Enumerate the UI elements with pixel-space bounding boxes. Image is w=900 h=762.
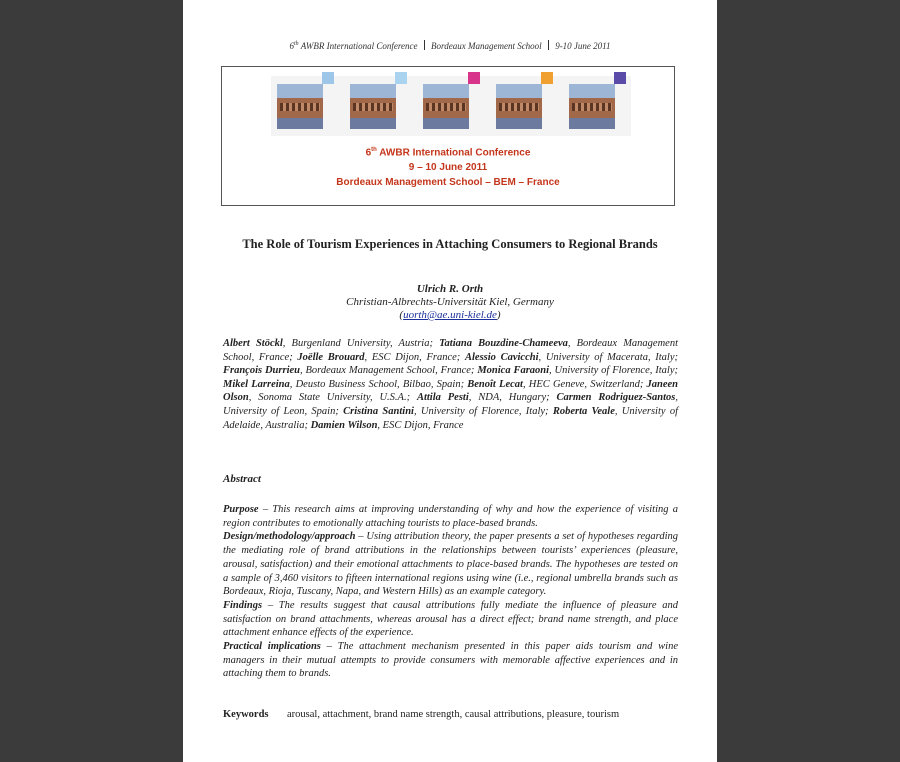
coauthor-name: Tatiana Bouzdine-Chameeva bbox=[439, 338, 568, 349]
photo-strip bbox=[271, 76, 631, 136]
color-square bbox=[468, 72, 480, 84]
abstract-section-label: Findings bbox=[223, 599, 263, 611]
color-square bbox=[395, 72, 407, 84]
header-divider bbox=[548, 40, 549, 50]
abstract-section-label: Purpose bbox=[223, 504, 259, 515]
abstract-section-text: – The attachment mechanism presented in this paper aids tourism and wine managers in their mutual attempts to provide consumers with memorable affective experiences and in attaching them to brands. bbox=[223, 641, 678, 680]
coauthor-name: Joëlle Brouard bbox=[297, 351, 365, 363]
banner-conf-number: 6 bbox=[365, 147, 372, 159]
conference-banner bbox=[221, 66, 675, 206]
abstract-heading: Abstract bbox=[223, 473, 261, 485]
abstract-section bbox=[223, 503, 678, 530]
color-square bbox=[614, 72, 626, 84]
author-email-link[interactable]: uorth@ae.uni-kiel.de bbox=[403, 309, 497, 321]
abstract-section-text: – Using attribution theory, the paper presents a set of hypotheses regarding the mediating role of brand attributions in the relationships between tourists’ experiences (pleasure, arousal, satisfaction) and their emotional attachments to place-based brands. The hypotheses are tested on a sample of 3,460 visitors to fifteen international regions using wine (i.e., regional umbrella brands such as Bordeaux, Rioja, Tuscany, Napa, and Western Hills) as an example category. bbox=[223, 531, 678, 598]
coauthor-name: Mikel Larreina bbox=[223, 378, 290, 390]
banner-text bbox=[222, 143, 674, 190]
coauthor-name: Roberta Veale bbox=[552, 405, 615, 417]
coauthor-affiliation: , Burgenland University, Austria; bbox=[282, 338, 440, 349]
abstract-section-label: Practical implications bbox=[223, 641, 321, 653]
coauthor-affiliation: , Bordeaux Management School, France; bbox=[300, 365, 478, 377]
color-square bbox=[541, 72, 553, 84]
coauthor-affiliation: , Sonoma State University, U.S.A.; bbox=[248, 392, 417, 404]
coauthor-affiliation: , Deusto Business School, Bilbao, Spain; bbox=[289, 378, 468, 390]
coauthor-affiliation: , NDA, Hungary; bbox=[468, 392, 557, 404]
coauthor-name: Albert Stöckl bbox=[223, 338, 283, 349]
banner-conf-name: AWBR International Conference bbox=[379, 147, 531, 159]
banner-line-dates: 9 – 10 June 2011 bbox=[408, 162, 488, 174]
coauthor-affiliation: , University of Leon, Spain; bbox=[223, 392, 679, 417]
coauthor-affiliation: , HEC Geneve, Switzerland; bbox=[522, 378, 647, 390]
running-header bbox=[183, 40, 717, 51]
bordeaux-photo-1 bbox=[277, 84, 323, 129]
coauthor-name: Alessio Cavicchi bbox=[464, 351, 539, 363]
email-close-paren: ) bbox=[496, 309, 501, 321]
coauthor-list bbox=[223, 337, 678, 432]
banner-line-conference bbox=[222, 143, 674, 160]
header-dates: 9-10 June 2011 bbox=[555, 41, 611, 51]
author-affiliation: Christian-Albrechts-Universität Kiel, Germany bbox=[346, 296, 554, 308]
header-school: Bordeaux Management School bbox=[431, 41, 542, 51]
header-conf-suffix: th bbox=[293, 41, 299, 47]
paper-title: The Role of Tourism Experiences in Attaching Consumers to Regional Brands bbox=[242, 237, 658, 251]
header-conference: AWBR International Conference bbox=[300, 41, 418, 51]
abstract-section bbox=[223, 640, 678, 681]
banner-line-venue: Bordeaux Management School – BEM – France bbox=[336, 177, 560, 189]
coauthor-name: Cristina Santini bbox=[343, 405, 414, 417]
coauthor-affiliation: , Bordeaux Management School, France; bbox=[223, 338, 679, 363]
bordeaux-photo-2 bbox=[350, 84, 396, 129]
coauthor-affiliation: , ESC Dijon, France bbox=[377, 419, 464, 431]
header-divider bbox=[424, 40, 425, 50]
keywords-label: Keywords bbox=[223, 709, 269, 720]
coauthor-affiliation: , ESC Dijon, France; bbox=[364, 351, 465, 363]
header-conf-number: 6 bbox=[289, 41, 294, 51]
coauthor-name: Janeen Olson bbox=[223, 378, 679, 404]
abstract-section bbox=[223, 599, 678, 640]
keywords-line bbox=[223, 709, 678, 720]
bordeaux-photo-3 bbox=[423, 84, 469, 129]
abstract-body bbox=[223, 503, 678, 681]
author-email-line bbox=[183, 309, 717, 322]
author-block bbox=[183, 283, 717, 322]
coauthor-affiliation: , University of Adelaide, Australia; bbox=[223, 405, 679, 431]
abstract-section-text: – The results suggest that causal attributions fully mediate the influence of pleasure and satisfaction on brand attachments, whereas arousal has a direct effect; brand name strength, and place attachment enhance effects of the experience. bbox=[223, 599, 678, 639]
coauthor-affiliation: , University of Macerata, Italy; bbox=[538, 351, 679, 363]
coauthor-name: Damien Wilson bbox=[310, 419, 378, 431]
abstract-section-label: Design/methodology/approach bbox=[223, 531, 356, 543]
keywords-text: arousal, attachment, brand name strength, causal attributions, pleasure, tourism bbox=[287, 709, 620, 720]
coauthor-name: François Durrieu bbox=[223, 365, 300, 377]
coauthor-name: Carmen Rodriguez-Santos bbox=[556, 392, 676, 404]
abstract-section-text: – This research aims at improving understanding of why and how the experience of visiting a region contributes to emotionally attaching tourists to place-based brands. bbox=[223, 504, 678, 529]
color-square bbox=[322, 72, 334, 84]
coauthor-affiliation: , University of Florence, Italy; bbox=[413, 405, 553, 417]
coauthor-name: Attila Pesti bbox=[416, 392, 469, 404]
author-name: Ulrich R. Orth bbox=[416, 283, 484, 295]
banner-conf-suffix: th bbox=[371, 147, 377, 153]
coauthor-name: Benoît Lecat bbox=[467, 378, 523, 390]
coauthor-affiliation: , University of Florence, Italy; bbox=[549, 365, 678, 377]
paper-page bbox=[183, 0, 717, 762]
bordeaux-photo-4 bbox=[496, 84, 542, 129]
email-open-paren: ( bbox=[399, 309, 404, 321]
abstract-section bbox=[223, 530, 678, 599]
bordeaux-photo-5 bbox=[569, 84, 615, 129]
coauthor-name: Monica Faraoni bbox=[477, 365, 550, 377]
